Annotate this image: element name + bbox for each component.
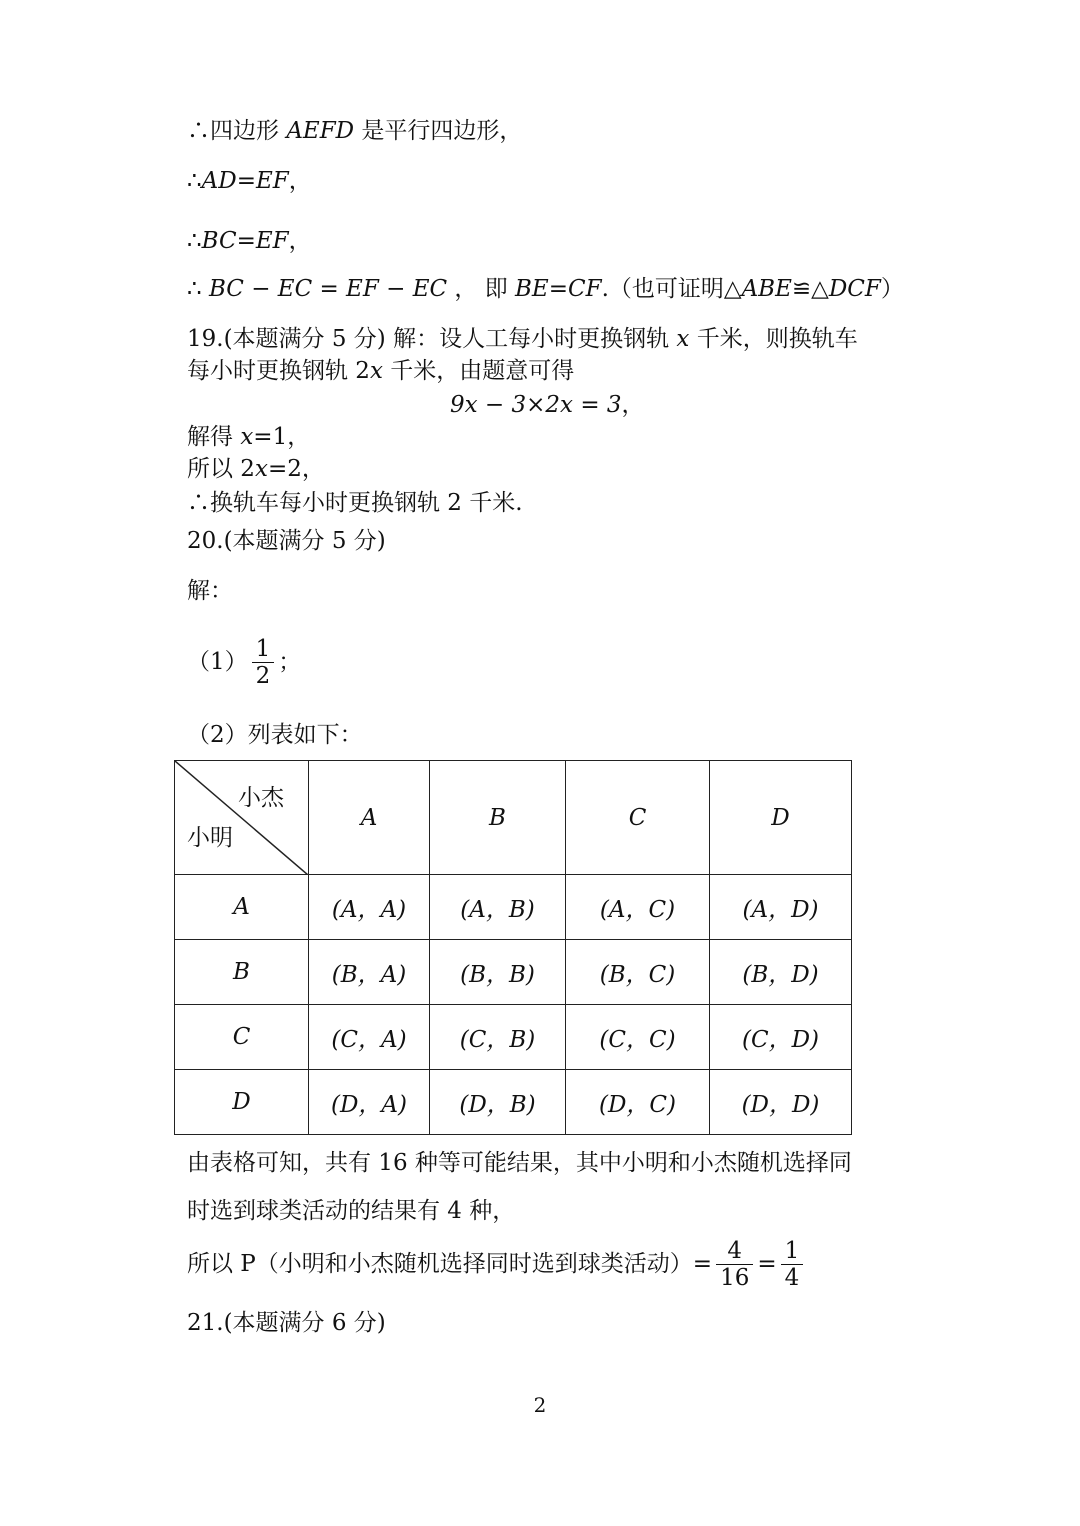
table-header-row [175,761,852,875]
corner-bottom-label: 小明 [187,825,233,851]
table-cell: (B，A) [309,940,430,1005]
table-cell: (C，B) [430,1005,566,1070]
q19-line-6: ∴换轨车每小时更换钢轨 2 千米. [187,490,523,516]
row-header: B [175,940,309,1005]
text: .（也可证明△ [601,276,742,302]
col-header: A [309,761,430,875]
table-cell: (D，B) [430,1070,566,1135]
q20-jie: 解： [187,578,233,604]
col-header: C [566,761,710,875]
q21-heading: 21.(本题满分 6 分) [187,1310,386,1336]
table-cell: (B，D) [710,940,852,1005]
proof-line-3 [187,228,312,256]
q20-conclusion-3 [187,1238,807,1292]
row-header: A [175,875,309,940]
fraction [252,636,275,690]
q20-heading: 20.(本题满分 5 分) [187,528,386,554]
col-header: D [710,761,852,875]
var: x [240,424,254,450]
text: ， [288,228,312,254]
var: x [254,456,268,482]
corner-top-label: 小杰 [238,785,284,811]
text: 19.(本题满分 5 分) 解：设人工每小时更换钢轨 [187,326,677,352]
q19-equation [450,392,645,420]
table-cell: (B，C) [566,940,710,1005]
var: DCF [828,276,881,302]
q19-line-5 [187,456,325,484]
text: ， 即 [447,276,516,302]
col-header: B [430,761,566,875]
text: =1， [253,424,311,450]
table-cell: (A，D) [710,875,852,940]
q20-part1 [187,636,301,690]
text: ； [278,649,302,676]
var: x [369,358,383,384]
outcome-table [174,760,852,1135]
equation: BC=EF [201,228,289,254]
page-number: 2 [533,1393,547,1417]
equation: 9x − 3×2x = 3 [450,392,622,418]
proof-line-4 [187,276,904,304]
equals: = [757,1251,777,1278]
text: 所以 P（小明和小杰随机选择同时选到球类活动） [187,1251,693,1278]
q20-conclusion-2: 时选到球类活动的结果有 4 种， [187,1198,516,1224]
proof-line-2 [187,168,312,196]
text: ） [880,276,904,302]
text: ∴ [187,228,202,254]
table-cell: (D，D) [710,1070,852,1135]
numerator: 4 [716,1238,753,1265]
equation: AD=EF [201,168,289,194]
proof-line-1 [187,118,522,146]
denominator: 4 [784,1265,800,1292]
text: ∴ [187,168,202,194]
row-header: D [175,1070,309,1135]
denominator: 2 [255,663,271,690]
table-cell: (D，A) [309,1070,430,1135]
text: 千米，则换轨车 [689,326,858,352]
equation: BC − EC = EF − EC [208,276,448,302]
q19-line-1 [187,326,858,354]
text: ≌△ [791,276,829,302]
text: ∴ [187,276,209,302]
text: （1） [187,649,248,676]
q20-conclusion-1: 由表格可知，共有 16 种等可能结果，其中小明和小杰随机选择同 [187,1150,852,1176]
table-row [175,940,852,1005]
table-cell: (A，A) [309,875,430,940]
table-cell: (C，A) [309,1005,430,1070]
table-row [175,1070,852,1135]
q19-line-2 [187,358,574,386]
text: 每小时更换钢轨 2 [187,358,370,384]
q20-part2: （2）列表如下： [187,722,363,748]
var: ABE [741,276,792,302]
row-header: C [175,1005,309,1070]
fraction [781,1238,804,1292]
text: 所以 2 [187,456,255,482]
text: ， [288,168,312,194]
table-cell: (D，C) [566,1070,710,1135]
text: 是平行四边形， [354,118,523,144]
var: x [676,326,690,352]
text: ， [621,392,645,418]
q19-line-4 [187,424,310,452]
table-row [175,1005,852,1070]
numerator: 1 [781,1238,804,1265]
var: AEFD [286,118,355,144]
table-cell: (C，C) [566,1005,710,1070]
numerator: 1 [252,636,275,663]
table-cell: (A，C) [566,875,710,940]
table-cell: (A，B) [430,875,566,940]
text: ∴四边形 [187,118,287,144]
text: =2， [267,456,325,482]
text: 千米，由题意可得 [382,358,575,384]
equation: BE=CF [515,276,602,302]
table-cell: (B，B) [430,940,566,1005]
fraction [716,1238,753,1292]
denominator: 16 [720,1265,750,1292]
table-corner-cell [175,761,309,875]
text: 解得 [187,424,241,450]
table-row [175,875,852,940]
table-cell: (C，D) [710,1005,852,1070]
equals: = [692,1251,713,1278]
